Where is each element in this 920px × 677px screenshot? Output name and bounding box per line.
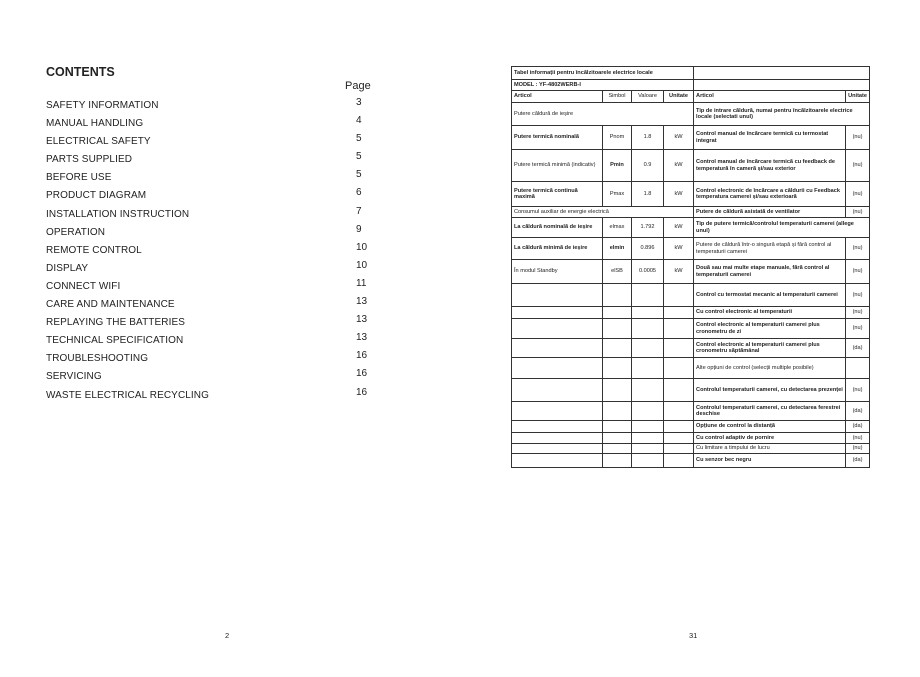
option-label: Controlul temperaturii camerei, cu detectarea ferestrei deschise <box>694 402 846 421</box>
toc-entry-page: 13 <box>356 296 368 308</box>
toc-entry-page: 9 <box>356 223 362 235</box>
page-column-header: Page <box>345 80 371 92</box>
header-valoare: Valoare <box>632 91 664 103</box>
toc-entry-title: BEFORE USE <box>46 172 112 184</box>
elmin-unit: kW <box>664 238 694 260</box>
table-row <box>512 421 870 433</box>
table-row <box>512 433 870 444</box>
nominal-symbol: Pnom <box>603 126 632 150</box>
toc-entry-page: 11 <box>356 277 367 289</box>
standby-value: 0.0005 <box>632 260 664 284</box>
option-value: (da) <box>846 402 870 421</box>
toc-entry[interactable] <box>46 115 376 133</box>
option-label: Cu control electronic al temperaturii <box>694 307 846 319</box>
table-row <box>512 319 870 339</box>
elmax-unit: kW <box>664 218 694 238</box>
toc-entry-title: PARTS SUPPLIED <box>46 154 133 166</box>
single-stage-value: (nu) <box>846 238 870 260</box>
option-label: Controlul temperaturii camerei, cu detectarea prezenței <box>694 379 846 402</box>
toc-entry-page: 16 <box>356 386 368 398</box>
elmax-value: 1.792 <box>632 218 664 238</box>
header-articol: Articol <box>512 91 603 103</box>
empty-cell <box>694 67 870 80</box>
manual-charge-label: Control manual de încărcare termică cu termostat integrat <box>694 126 846 150</box>
toc-entry-page: 10 <box>356 259 368 271</box>
toc-entry[interactable] <box>46 260 376 278</box>
model-label: MODEL : YF-4802WERB-I <box>512 80 694 91</box>
table-row <box>512 379 870 402</box>
table-row <box>512 454 870 468</box>
toc-entry-page: 13 <box>356 314 368 326</box>
maximum-value: 1.8 <box>632 182 664 207</box>
toc-entry-page: 10 <box>356 241 368 253</box>
heat-input-type-label: Tip de intrare căldură, numai pentru încălzitoarele electrice locale (selectati unul) <box>694 103 870 126</box>
minimum-unit: kW <box>664 150 694 182</box>
elmin-value: 0.896 <box>632 238 664 260</box>
toc-entry[interactable] <box>46 133 376 151</box>
toc-entry-page: 3 <box>356 97 362 108</box>
toc-entry-title: PRODUCT DIAGRAM <box>46 190 147 202</box>
toc-entry-page: 4 <box>356 115 362 127</box>
toc-entry[interactable] <box>46 151 376 169</box>
elmax-label: La căldură nominală de ieșire <box>512 218 603 238</box>
elmax-symbol: elmax <box>603 218 632 238</box>
spec-table <box>511 66 870 468</box>
option-label: Control electronic al temperaturii camerei plus cronometru săptămânal <box>694 339 846 358</box>
empty-cell <box>694 80 870 91</box>
toc-entry-title: REPLAYING THE BATTERIES <box>46 317 185 329</box>
toc-entry-title: DISPLAY <box>46 262 89 274</box>
toc-entry-page: 5 <box>356 151 362 163</box>
toc-entry-page: 5 <box>356 169 362 181</box>
option-label: Cu senzor bec negru <box>694 454 846 468</box>
elmin-label: La căldură minimă de ieșire <box>512 238 603 260</box>
left-page-number: 2 <box>225 631 230 640</box>
toc-entry[interactable] <box>46 278 376 296</box>
toc-entry-title: REMOTE CONTROL <box>46 244 142 256</box>
toc-entry-page: 16 <box>356 350 368 362</box>
toc-entry[interactable] <box>46 206 376 224</box>
minimum-symbol: Pmin <box>603 150 632 182</box>
toc-entry-title: TROUBLESHOOTING <box>46 353 149 365</box>
table-row <box>512 444 870 454</box>
nominal-label: Putere termică nominală <box>512 126 603 150</box>
toc-entry[interactable] <box>46 332 376 350</box>
option-value: (nu) <box>846 433 870 444</box>
toc-entry-title: SAFETY INFORMATION <box>46 100 159 111</box>
manual-feedback-value: (nu) <box>846 150 870 182</box>
header-articol-2: Articol <box>694 91 846 103</box>
toc-entry[interactable] <box>46 368 376 386</box>
table-title: Tabel informații pentru încălzitoarele electrice locale <box>512 67 694 80</box>
maximum-symbol: Pmax <box>603 182 632 207</box>
toc-entry-page: 7 <box>356 205 362 217</box>
header-unitate: Unitate <box>664 91 694 103</box>
toc-entry-title: TECHNICAL SPECIFICATION <box>46 335 184 347</box>
option-value: (da) <box>846 454 870 468</box>
toc-entry-page: 16 <box>356 368 368 380</box>
table-of-contents <box>46 97 376 405</box>
nominal-unit: kW <box>664 126 694 150</box>
fan-assisted-value: (nu) <box>846 207 870 218</box>
table-row <box>512 402 870 421</box>
option-value: (da) <box>846 421 870 433</box>
option-value <box>846 358 870 379</box>
toc-entry-title: CARE AND MAINTENANCE <box>46 299 175 311</box>
heat-output-label: Putere căldură de ieșire <box>512 103 694 126</box>
option-value: (nu) <box>846 379 870 402</box>
contents-title: CONTENTS <box>46 65 115 79</box>
toc-entry-page: 13 <box>356 332 368 344</box>
table-row <box>512 339 870 358</box>
maximum-label: Putere termică continuă maximă <box>512 182 603 207</box>
minimum-label: Putere termică minimă (indicativ) <box>512 150 603 182</box>
toc-entry[interactable] <box>46 296 376 314</box>
header-unitate-2: Unitate <box>846 91 870 103</box>
toc-entry-page: 6 <box>356 187 362 199</box>
two-stages-label: Două sau mai multe etape manuale, fără control al temperaturii camerei <box>694 260 846 284</box>
output-type-label: Tip de putere termică/controlul temperaturii camerei (allege unul) <box>694 218 870 238</box>
manual-charge-value: (nu) <box>846 126 870 150</box>
toc-entry[interactable] <box>46 242 376 260</box>
toc-entry[interactable] <box>46 224 376 242</box>
table-row <box>512 358 870 379</box>
right-page-number: 31 <box>689 631 698 640</box>
table-row <box>512 284 870 307</box>
option-label: Control electronic al temperaturii camerei plus cronometru de zi <box>694 319 846 339</box>
option-value: (nu) <box>846 307 870 319</box>
fan-assisted-label: Putere de căldură asistată de ventilator <box>694 207 846 218</box>
option-label: Cu control adaptiv de pornire <box>694 433 846 444</box>
standby-label: În modul Standby <box>512 260 603 284</box>
option-label: Cu limitare a timpului de lucru <box>694 444 846 454</box>
toc-entry-title: OPERATION <box>46 226 106 238</box>
two-stages-value: (nu) <box>846 260 870 284</box>
option-label: Opțiune de control la distanță <box>694 421 846 433</box>
option-value: (nu) <box>846 284 870 307</box>
toc-entry[interactable] <box>46 314 376 332</box>
option-value: (nu) <box>846 444 870 454</box>
standby-symbol: elSB <box>603 260 632 284</box>
toc-entry-title: WASTE ELECTRICAL RECYCLING <box>46 389 210 401</box>
toc-entry-title: SERVICING <box>46 371 102 383</box>
manual-feedback-label: Control manual de încărcare termică cu feedback de temperatură în cameră și/sau exterior <box>694 150 846 182</box>
single-stage-label: Putere de căldură într-o singură etapă și fără control al temperaturii camerei <box>694 238 846 260</box>
toc-entry-page: 5 <box>356 133 362 145</box>
nominal-value: 1.8 <box>632 126 664 150</box>
option-label: Control cu termostat mecanic al temperaturii camerei <box>694 284 846 307</box>
header-simbol: Simbol <box>603 91 632 103</box>
toc-entry[interactable] <box>46 187 376 205</box>
toc-entry-title: INSTALLATION INSTRUCTION <box>46 208 190 220</box>
minimum-value: 0.9 <box>632 150 664 182</box>
maximum-unit: kW <box>664 182 694 207</box>
aux-consumption-label: Consumul auxiliar de energie electrică <box>512 207 694 218</box>
electronic-charge-value: (nu) <box>846 182 870 207</box>
toc-entry[interactable] <box>46 169 376 187</box>
option-label: Alte opțiuni de control (selecții multiple posibile) <box>694 358 846 379</box>
electronic-charge-label: Control electronic de încărcare a căldurii cu Feedback temperatura camerei și/sau exterioară <box>694 182 846 207</box>
option-value: (nu) <box>846 319 870 339</box>
toc-entry[interactable] <box>46 387 376 405</box>
toc-entry-title: ELECTRICAL SAFETY <box>46 136 151 148</box>
elmin-symbol: elmin <box>603 238 632 260</box>
toc-entry-title: CONNECT WIFI <box>46 280 121 292</box>
option-value: (da) <box>846 339 870 358</box>
table-row <box>512 307 870 319</box>
toc-entry[interactable] <box>46 350 376 368</box>
toc-entry[interactable] <box>46 97 376 115</box>
standby-unit: kW <box>664 260 694 284</box>
toc-entry-title: MANUAL HANDLING <box>46 118 144 130</box>
